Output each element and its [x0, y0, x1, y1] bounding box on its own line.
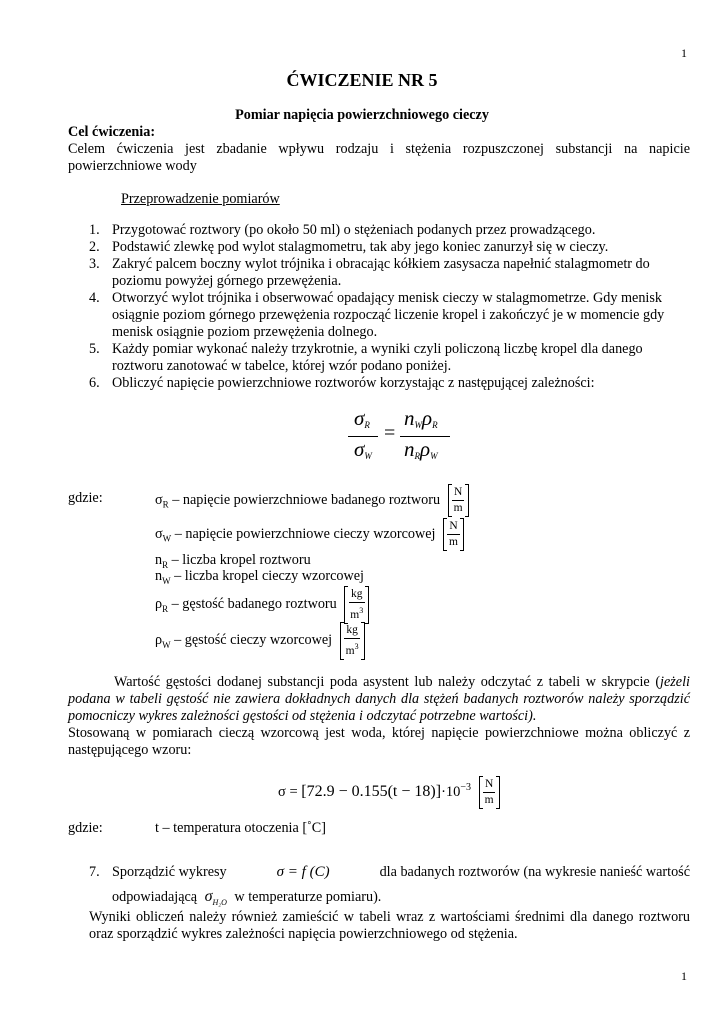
- list-item: [89, 341, 690, 375]
- definition-rho-r: [155, 586, 369, 624]
- formula-sub: R: [364, 420, 370, 430]
- step7-line1: [112, 864, 690, 881]
- step-text: Otworzyć wylot trójnika i obserwować opadający menisk cieczy w stalagmometrze. Gdy menisk osiągnie poziom górnego przewężenia rozpocząć liczenie kropel i zakończyć je w momencie gdy menisk osiągnie poziom przewężenia dolnego.: [112, 290, 665, 340]
- formula-equals: =: [384, 422, 396, 444]
- page-number-top: 1: [681, 46, 687, 60]
- procedure-steps: [89, 222, 690, 392]
- step-number: 4.: [89, 290, 100, 306]
- definition-rho-w: [155, 622, 365, 660]
- step-number: 5.: [89, 341, 100, 357]
- formula-rho: ρ: [422, 406, 433, 430]
- def-text: – gęstość cieczy wzorcowej: [170, 632, 333, 649]
- density-note-italic: jeżeli podana w tabeli gęstość nie zawiera dokładnych danych dla stężeń badanych roztworów należy sporządzić pomocniczy wykres zależności gęstości od stężenia i odczytać potrzebne wartości).: [68, 674, 690, 724]
- step-number: 2.: [89, 239, 100, 255]
- definition-sigma-w: [155, 518, 464, 551]
- step7-text: odpowiadającą: [112, 889, 198, 905]
- surface-tension-ratio-formula: [348, 406, 458, 468]
- def-sub: R: [162, 559, 169, 570]
- step-number: 1.: [89, 222, 100, 238]
- formula2-exp: −3: [460, 782, 472, 793]
- page-number-bottom: 1: [681, 969, 687, 983]
- unit-numerator: kg: [344, 623, 360, 639]
- water-note: Stosowaną w pomiarach cieczą wzorcową jest woda, której napięcie powierzchniowe można obliczyć z następującego wzoru:: [68, 725, 690, 758]
- def-text: – gęstość badanego roztworu: [168, 596, 337, 613]
- unit-numerator: kg: [349, 587, 365, 603]
- formula-sub: W: [364, 451, 372, 461]
- step7-sigma-sub: H₂O: [212, 897, 227, 907]
- formula-sub: R: [432, 420, 438, 430]
- page-title: ĆWICZENIE NR 5: [286, 70, 438, 90]
- formula2-body: [72.9 − 0.155(t − 18)]: [301, 782, 442, 800]
- unit-bracket: [340, 622, 365, 660]
- list-item: [89, 239, 690, 256]
- step7-text: dla badanych roztworów (na wykresie nanieść wartość: [379, 864, 690, 880]
- formula-n: n: [404, 437, 415, 461]
- density-note-text: Wartość gęstości dodanej substancji poda asystent lub należy odczytać z tabeli w skrypcie (: [114, 674, 661, 690]
- def-sub: R: [162, 604, 169, 614]
- def-symbol: n: [155, 552, 163, 568]
- def-text: – napięcie powierzchniowe cieczy wzorcowej: [171, 525, 436, 542]
- unit-denominator: $m^3$: [345, 642, 359, 657]
- formula2-lhs: σ =: [278, 783, 302, 800]
- step7-line2: [112, 888, 381, 911]
- def-text: – liczba kropel cieczy wzorcowej: [170, 568, 364, 584]
- density-note: [68, 674, 690, 725]
- step-text: Obliczyć napięcie powierzchniowe roztworów korzystając z następującej zależności:: [112, 375, 595, 391]
- where2-label: gdzie:: [68, 820, 103, 836]
- unit-denominator: $m^3$: [350, 606, 364, 621]
- def-text: – napięcie powierzchniowe badanego roztworu: [168, 491, 441, 508]
- step-text: Każdy pomiar wykonać należy trzykrotnie, a wyniki czyli policzoną liczbę kropel dla danego roztworu zanotować w tabelce, której wzór podano poniżej.: [112, 341, 643, 374]
- def-symbol: n: [155, 568, 163, 584]
- unit-numerator: N: [452, 485, 464, 501]
- formula2-mult: ·10: [441, 783, 461, 800]
- unit-denominator: m: [453, 502, 463, 514]
- step-number: 3.: [89, 256, 100, 272]
- step-text: Podstawić zlewkę pod wylot stalagmometru, tak aby jego koniec zanurzył się w cieczy.: [112, 239, 609, 255]
- def-text: – liczba kropel roztworu: [168, 552, 311, 568]
- unit-numerator: N: [483, 777, 495, 793]
- formula-sub: R: [414, 451, 420, 461]
- goal-heading: Cel ćwiczenia:: [68, 124, 156, 140]
- formula-rho: ρ: [420, 437, 431, 461]
- where2-text: t – temperatura otoczenia [˚C]: [155, 820, 326, 836]
- def-sub: W: [162, 640, 171, 650]
- def-sub: W: [162, 575, 171, 586]
- procedure-heading: Przeprowadzenie pomiarów: [121, 191, 280, 207]
- goal-text: Celem ćwiczenia jest zbadanie wpływu rodzaju i stężenia rozpuszczonej substancji na napicie powierzchniowe wody: [68, 141, 690, 174]
- unit-bracket: [448, 484, 469, 517]
- def-sub: R: [162, 499, 169, 510]
- step7-text: Sporządzić wykresy: [112, 864, 227, 880]
- step7-text: w temperaturze pomiaru).: [234, 889, 382, 905]
- list-item: [89, 375, 690, 392]
- page-subtitle: Pomiar napięcia powierzchniowego cieczy: [235, 107, 489, 123]
- formula-sigma: σ: [354, 406, 365, 430]
- unit-bracket: [479, 776, 500, 809]
- formula-sigma: σ: [354, 437, 365, 461]
- def-symbol: σ: [155, 525, 163, 542]
- step-text: Zakryć palcem boczny wylot trójnika i obracając kółkiem zasysacza napełnić stalagmometr do poziomu powyżej górnego przewężenia.: [112, 256, 650, 289]
- def-sub: W: [162, 533, 172, 544]
- step7-sigma: σ: [204, 888, 213, 905]
- list-item: [89, 290, 690, 341]
- step-text: Przygotować roztwory (po około 50 ml) o stężeniach podanych przez prowadzącego.: [112, 222, 596, 238]
- final-text: Wyniki obliczeń należy również zamieścić w tabeli wraz z wartościami średnimi dla danego roztworu oraz sporządzić wykres zależności napięcia powierzchniowego od stężenia.: [89, 909, 690, 942]
- def-symbol: ρ: [155, 596, 163, 613]
- water-surface-tension-formula: [278, 776, 500, 809]
- formula-n: n: [404, 406, 415, 430]
- unit-denominator: m: [449, 536, 458, 548]
- unit-denominator: m: [484, 794, 494, 806]
- list-item: [89, 256, 690, 290]
- definition-sigma-r: [155, 484, 469, 517]
- unit-numerator: N: [447, 519, 459, 535]
- goal-section: [68, 124, 690, 175]
- list-item: [89, 222, 690, 239]
- where-label: gdzie:: [68, 490, 103, 506]
- step-number: 7.: [89, 864, 100, 880]
- formula-sub: W: [414, 420, 422, 430]
- def-symbol: ρ: [155, 632, 163, 649]
- step7-formula: σ = f (C): [276, 864, 330, 880]
- formula-sub: W: [430, 451, 438, 461]
- step-number: 6.: [89, 375, 100, 391]
- unit-bracket: [344, 586, 369, 624]
- unit-bracket: [443, 518, 464, 551]
- def-symbol: σ: [155, 491, 163, 508]
